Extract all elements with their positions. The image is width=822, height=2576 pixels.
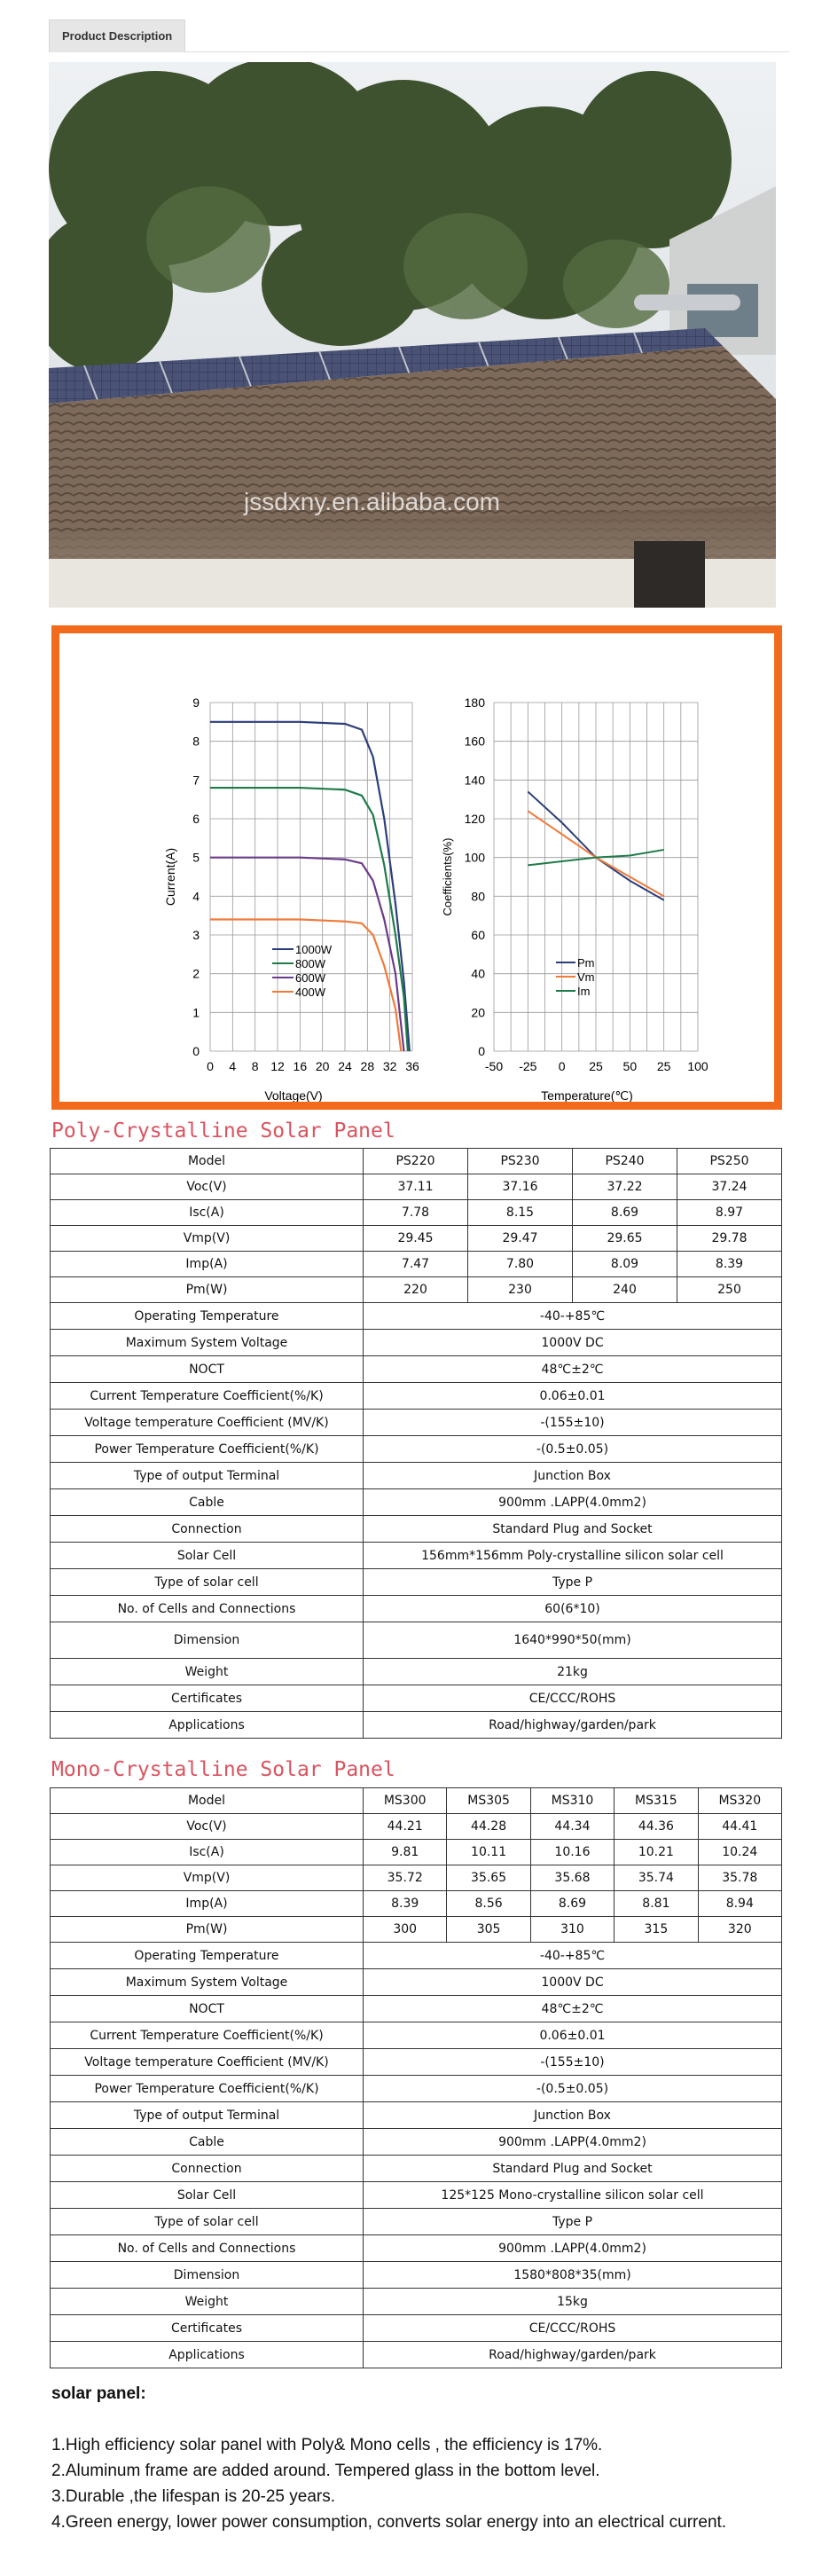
table-cell-value: -40-+85℃: [364, 1943, 782, 1969]
y-tick-label: 0: [478, 1044, 485, 1058]
table-cell-label: Weight: [51, 2289, 364, 2315]
x-tick-label: 32: [382, 1059, 397, 1073]
table-row: [51, 1516, 782, 1543]
x-tick-label: 36: [405, 1059, 419, 1073]
table-cell-label: Maximum System Voltage: [51, 1969, 364, 1996]
table-cell-value: 35.74: [615, 1865, 698, 1891]
x-tick-label: 16: [293, 1059, 308, 1073]
description-point-1: 1.High efficiency solar panel with Poly& Mono cells , the efficiency is 17%.: [51, 2436, 603, 2454]
table-row: [51, 2156, 782, 2182]
legend-label: 600W: [295, 971, 325, 985]
table-cell-value: 300: [364, 1917, 447, 1943]
table-cell-value: Road/highway/garden/park: [364, 1712, 782, 1739]
table-cell-value: 8.69: [573, 1200, 677, 1226]
table-cell-value: 315: [615, 1917, 698, 1943]
table-cell-value: 0.06±0.01: [364, 1383, 782, 1410]
table-row: [51, 2182, 782, 2209]
table-cell-value: CE/CCC/ROHS: [364, 2315, 782, 2342]
table-cell-label: No. of Cells and Connections: [51, 1596, 364, 1622]
x-tick-label: 50: [622, 1059, 638, 1073]
table-row: [51, 1436, 782, 1463]
table-cell-label: Operating Temperature: [51, 1943, 364, 1969]
table-cell-value: -(155±10): [364, 2049, 782, 2076]
table-row: [51, 1383, 782, 1410]
x-axis-label: Temperature(℃): [541, 1088, 633, 1102]
table-row: [51, 1891, 782, 1917]
solar-roof-image: [49, 62, 776, 608]
y-tick-label: 40: [471, 966, 485, 981]
table-cell-value: 44.21: [364, 1814, 447, 1840]
table-cell-label: Cable: [51, 1489, 364, 1516]
table-cell-value: 10.21: [615, 1840, 698, 1865]
table-cell-value: 230: [468, 1277, 573, 1303]
table-cell-value: 156mm*156mm Poly-crystalline silicon solar cell: [364, 1543, 782, 1569]
table-cell-value: 35.78: [698, 1865, 781, 1891]
table-cell-value: 35.65: [447, 1865, 530, 1891]
x-tick-label: 0: [207, 1059, 214, 1073]
x-tick-label: 28: [360, 1059, 375, 1073]
table-cell-value: 44.41: [698, 1814, 781, 1840]
table-cell-value: 8.15: [468, 1200, 573, 1226]
table-row: [51, 1969, 782, 1996]
table-cell-model: MS315: [615, 1788, 698, 1814]
y-tick-label: 20: [471, 1005, 485, 1020]
table-cell-value: 10.24: [698, 1840, 781, 1865]
table-cell-value: 48℃±2℃: [364, 1996, 782, 2022]
y-tick-label: 6: [192, 812, 200, 826]
table-cell-label: Type of output Terminal: [51, 2102, 364, 2129]
y-tick-label: 160: [464, 734, 485, 749]
table-cell-value: Road/highway/garden/park: [364, 2342, 782, 2368]
table-cell-value: 48℃±2℃: [364, 1356, 782, 1383]
table-cell-value: 125*125 Mono-crystalline silicon solar cell: [364, 2182, 782, 2209]
table-cell-label: Isc(A): [51, 1840, 364, 1865]
table-row: [51, 2102, 782, 2129]
table-cell-value: 7.78: [364, 1200, 468, 1226]
table-cell-label: Vmp(V): [51, 1226, 364, 1252]
table-row: [51, 1788, 782, 1814]
table-row: [51, 1596, 782, 1622]
table-cell-label: Weight: [51, 1659, 364, 1685]
product-photo: [49, 62, 776, 608]
table-cell-label: Imp(A): [51, 1891, 364, 1917]
table-row: [51, 1410, 782, 1436]
table-cell-value: Standard Plug and Socket: [364, 1516, 782, 1543]
table-cell-label: Model: [51, 1788, 364, 1814]
table-cell-model: MS320: [698, 1788, 781, 1814]
table-cell-value: Type P: [364, 2209, 782, 2235]
table-row: [51, 1226, 782, 1252]
table-cell-value: 60(6*10): [364, 1596, 782, 1622]
table-cell-value: -(155±10): [364, 1410, 782, 1436]
table-row: [51, 1543, 782, 1569]
legend-label: Vm: [577, 970, 595, 984]
table-cell-value: Junction Box: [364, 2102, 782, 2129]
table-cell-value: Standard Plug and Socket: [364, 2156, 782, 2182]
table-cell-label: Model: [51, 1149, 364, 1174]
table-cell-label: Vmp(V): [51, 1865, 364, 1891]
table-row: [51, 2262, 782, 2289]
performance-chart-frame: [51, 625, 782, 1110]
y-tick-label: 140: [464, 773, 485, 788]
legend-label: 1000W: [295, 943, 333, 956]
table-cell-value: 44.34: [530, 1814, 614, 1840]
table-row: [51, 1865, 782, 1891]
table-cell-value: 35.68: [530, 1865, 614, 1891]
table-cell-model: MS305: [447, 1788, 530, 1814]
table-cell-value: 29.78: [677, 1226, 782, 1252]
table-row: [51, 1356, 782, 1383]
table-row: [51, 1840, 782, 1865]
table-cell-value: 310: [530, 1917, 614, 1943]
table-row: [51, 1685, 782, 1712]
table-cell-value: 7.80: [468, 1252, 573, 1277]
table-cell-value: 1580*808*35(mm): [364, 2262, 782, 2289]
table-row: [51, 1330, 782, 1356]
table-cell-label: Applications: [51, 2342, 364, 2368]
y-tick-label: 4: [192, 889, 200, 904]
table-cell-value: CE/CCC/ROHS: [364, 1685, 782, 1712]
watermark: jssdxny.en.alibaba.com: [244, 488, 500, 515]
y-tick-label: 100: [464, 850, 485, 865]
table-cell-value: 8.69: [530, 1891, 614, 1917]
table-row: [51, 1252, 782, 1277]
table-row: [51, 2076, 782, 2102]
table-row: [51, 1622, 782, 1659]
table-cell-value: 44.28: [447, 1814, 530, 1840]
y-axis-label: Current(A): [163, 847, 177, 907]
table-cell-value: 8.81: [615, 1891, 698, 1917]
table-cell-label: Connection: [51, 2156, 364, 2182]
table-cell-value: 8.97: [677, 1200, 782, 1226]
table-cell-value: 37.16: [468, 1174, 573, 1200]
legend-label: 800W: [295, 957, 325, 970]
table-cell-label: No. of Cells and Connections: [51, 2235, 364, 2262]
table-cell-model: PS250: [677, 1149, 782, 1174]
table-cell-value: 900mm .LAPP(4.0mm2): [364, 1489, 782, 1516]
description-point-2: 2.Aluminum frame are added around. Tempered glass in the bottom level.: [51, 2462, 600, 2480]
table-cell-label: Dimension: [51, 1622, 364, 1659]
table-cell-label: NOCT: [51, 1356, 364, 1383]
table-row: [51, 1996, 782, 2022]
y-tick-label: 80: [471, 889, 485, 904]
table-cell-model: PS240: [573, 1149, 677, 1174]
y-tick-label: 8: [192, 734, 200, 749]
table-row: [51, 1659, 782, 1685]
table-cell-label: Operating Temperature: [51, 1303, 364, 1330]
table-row: [51, 1917, 782, 1943]
legend-label: Im: [577, 985, 591, 998]
y-tick-label: 120: [464, 812, 485, 826]
table-row: [51, 1303, 782, 1330]
table-cell-value: -(0.5±0.05): [364, 2076, 782, 2102]
table-cell-value: 305: [447, 1917, 530, 1943]
table-cell-label: Current Temperature Coefficient(%/K): [51, 2022, 364, 2049]
table-cell-label: Solar Cell: [51, 1543, 364, 1569]
table-cell-label: Current Temperature Coefficient(%/K): [51, 1383, 364, 1410]
description-point-3: 3.Durable ,the lifespan is 20-25 years.: [51, 2487, 336, 2506]
table-cell-model: PS220: [364, 1149, 468, 1174]
table-cell-value: 37.11: [364, 1174, 468, 1200]
table-cell-label: Pm(W): [51, 1917, 364, 1943]
table-cell-label: Solar Cell: [51, 2182, 364, 2209]
table-cell-value: 900mm .LAPP(4.0mm2): [364, 2235, 782, 2262]
x-tick-label: -50: [484, 1059, 504, 1073]
x-tick-label: 0: [558, 1059, 566, 1073]
y-tick-label: 0: [192, 1044, 200, 1058]
x-tick-label: 100: [687, 1059, 708, 1073]
y-tick-label: 3: [192, 928, 200, 942]
table-row: [51, 1200, 782, 1226]
x-tick-label: 24: [338, 1059, 352, 1073]
table-cell-value: 8.39: [677, 1252, 782, 1277]
table-cell-value: 1000V DC: [364, 1330, 782, 1356]
table-cell-value: -(0.5±0.05): [364, 1436, 782, 1463]
temperature-coefficient-chart: [441, 695, 708, 1102]
y-tick-label: 5: [192, 850, 200, 865]
table-cell-label: NOCT: [51, 1996, 364, 2022]
table-row: [51, 2235, 782, 2262]
x-tick-label: 25: [589, 1059, 603, 1073]
table-cell-label: Type of solar cell: [51, 2209, 364, 2235]
y-tick-label: 60: [471, 928, 485, 942]
legend-label: Pm: [577, 956, 595, 970]
table-cell-value: 240: [573, 1277, 677, 1303]
table-cell-label: Imp(A): [51, 1252, 364, 1277]
table-cell-label: Type of output Terminal: [51, 1463, 364, 1489]
table-cell-value: 29.47: [468, 1226, 573, 1252]
table-cell-label: Voc(V): [51, 1174, 364, 1200]
table-row: [51, 1489, 782, 1516]
x-axis-label: Voltage(V): [264, 1088, 323, 1102]
table-cell-value: 35.72: [364, 1865, 447, 1891]
tab-product-description[interactable]: Product Description: [49, 20, 185, 52]
table-row: [51, 2289, 782, 2315]
table-cell-label: Applications: [51, 1712, 364, 1739]
table-row: [51, 1814, 782, 1840]
iv-curve-chart: [163, 695, 419, 1102]
table-row: [51, 2129, 782, 2156]
mono-spec-table: [50, 1787, 782, 2368]
table-cell-value: 900mm .LAPP(4.0mm2): [364, 2129, 782, 2156]
y-tick-label: 2: [192, 966, 200, 981]
table-cell-label: Power Temperature Coefficient(%/K): [51, 1436, 364, 1463]
table-cell-label: Dimension: [51, 2262, 364, 2289]
table-cell-value: 10.16: [530, 1840, 614, 1865]
table-row: [51, 2342, 782, 2368]
poly-section-title: Poly-Crystalline Solar Panel: [51, 1119, 395, 1143]
table-cell-label: Cable: [51, 2129, 364, 2156]
table-cell-label: Isc(A): [51, 1200, 364, 1226]
x-tick-label: 4: [229, 1059, 237, 1073]
table-cell-value: 8.56: [447, 1891, 530, 1917]
y-tick-label: 1: [192, 1005, 200, 1020]
table-cell-value: Type P: [364, 1569, 782, 1596]
description-point-4: 4.Green energy, lower power consumption, converts solar energy into an electrical current.: [51, 2513, 727, 2532]
table-row: [51, 2022, 782, 2049]
x-tick-label: 12: [270, 1059, 285, 1073]
table-row: [51, 2315, 782, 2342]
table-cell-label: Certificates: [51, 1685, 364, 1712]
table-row: [51, 1712, 782, 1739]
tab-bar: [49, 0, 789, 52]
x-tick-label: 8: [251, 1059, 259, 1073]
table-row: [51, 1569, 782, 1596]
table-cell-label: Certificates: [51, 2315, 364, 2342]
table-cell-value: 1640*990*50(mm): [364, 1622, 782, 1659]
table-cell-model: PS230: [468, 1149, 573, 1174]
table-cell-value: -40-+85℃: [364, 1303, 782, 1330]
table-cell-value: 320: [698, 1917, 781, 1943]
table-cell-model: MS300: [364, 1788, 447, 1814]
table-cell-value: Junction Box: [364, 1463, 782, 1489]
description-heading: solar panel:: [51, 2384, 146, 2403]
table-cell-label: Type of solar cell: [51, 1569, 364, 1596]
table-row: [51, 1943, 782, 1969]
table-cell-label: Power Temperature Coefficient(%/K): [51, 2076, 364, 2102]
table-cell-model: MS310: [530, 1788, 614, 1814]
x-tick-label: -25: [519, 1059, 537, 1073]
table-cell-value: 7.47: [364, 1252, 468, 1277]
table-row: [51, 2209, 782, 2235]
table-cell-label: Pm(W): [51, 1277, 364, 1303]
table-cell-value: 37.24: [677, 1174, 782, 1200]
y-tick-label: 9: [192, 695, 200, 710]
legend-label: 400W: [295, 986, 325, 999]
table-cell-value: 8.09: [573, 1252, 677, 1277]
table-cell-value: 21kg: [364, 1659, 782, 1685]
mono-section-title: Mono-Crystalline Solar Panel: [51, 1758, 395, 1781]
table-cell-value: 37.22: [573, 1174, 677, 1200]
table-cell-value: 15kg: [364, 2289, 782, 2315]
y-tick-label: 7: [192, 773, 200, 788]
table-cell-value: 1000V DC: [364, 1969, 782, 1996]
table-cell-value: 29.45: [364, 1226, 468, 1252]
table-cell-value: 8.94: [698, 1891, 781, 1917]
table-cell-label: Maximum System Voltage: [51, 1330, 364, 1356]
table-cell-value: 29.65: [573, 1226, 677, 1252]
x-tick-label: 20: [315, 1059, 330, 1073]
table-row: [51, 2049, 782, 2076]
table-cell-value: 44.36: [615, 1814, 698, 1840]
poly-spec-table: [50, 1148, 782, 1739]
table-cell-label: Connection: [51, 1516, 364, 1543]
y-axis-label: Coefficients(%): [441, 837, 454, 916]
table-cell-value: 8.39: [364, 1891, 447, 1917]
series-line-1000W: [210, 722, 410, 1051]
performance-chart: [59, 633, 774, 1102]
x-tick-label: 25: [656, 1059, 671, 1073]
table-row: [51, 1277, 782, 1303]
table-cell-value: 9.81: [364, 1840, 447, 1865]
table-cell-label: Voc(V): [51, 1814, 364, 1840]
table-cell-value: 220: [364, 1277, 468, 1303]
table-row: [51, 1174, 782, 1200]
table-cell-value: 250: [677, 1277, 782, 1303]
y-tick-label: 180: [464, 695, 485, 710]
table-cell-label: Voltage temperature Coefficient (MV/K): [51, 1410, 364, 1436]
table-row: [51, 1149, 782, 1174]
table-cell-value: 0.06±0.01: [364, 2022, 782, 2049]
table-row: [51, 1463, 782, 1489]
table-cell-label: Voltage temperature Coefficient (MV/K): [51, 2049, 364, 2076]
table-cell-value: 10.11: [447, 1840, 530, 1865]
